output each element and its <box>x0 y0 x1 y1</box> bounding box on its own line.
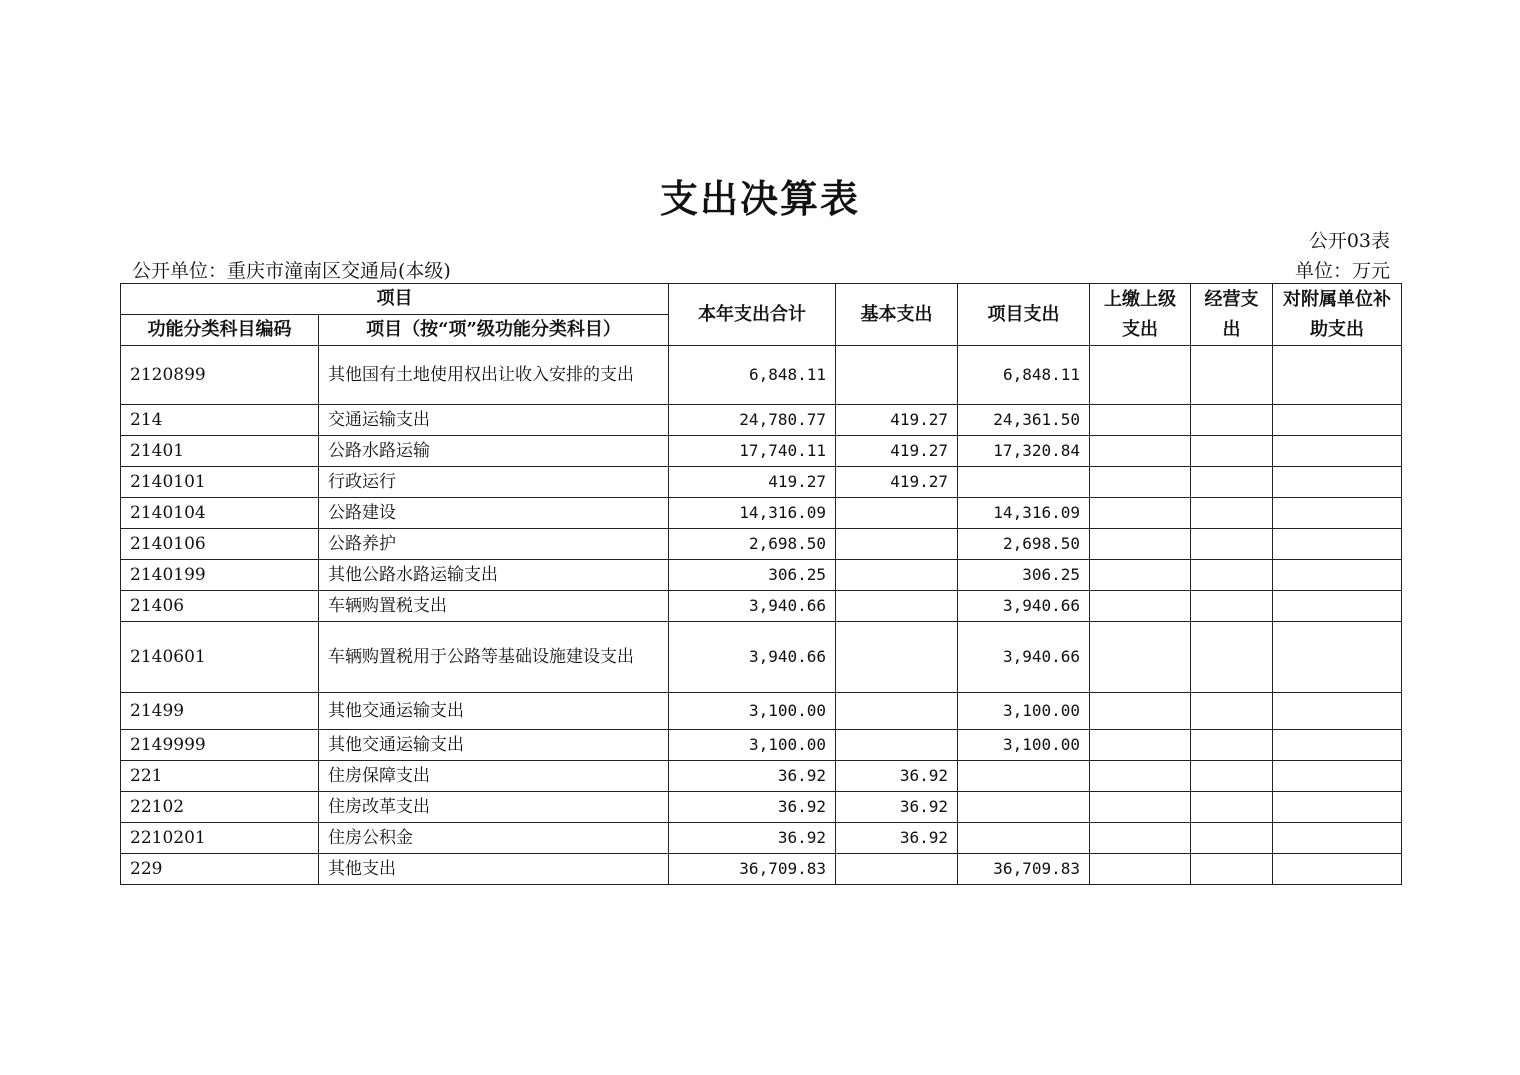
row-business <box>1191 467 1273 498</box>
row-code: 2149999 <box>121 730 319 761</box>
row-subsidy <box>1273 693 1402 730</box>
row-business <box>1191 529 1273 560</box>
row-subsidy <box>1273 467 1402 498</box>
row-business <box>1191 854 1273 885</box>
row-total: 36,709.83 <box>669 854 836 885</box>
row-upper <box>1090 591 1191 622</box>
row-upper <box>1090 436 1191 467</box>
table-body <box>121 346 1402 885</box>
row-code: 2140101 <box>121 467 319 498</box>
row-subsidy <box>1273 436 1402 467</box>
row-item-name: 住房公积金 <box>319 823 669 854</box>
row-basic <box>836 730 958 761</box>
row-upper <box>1090 346 1191 405</box>
row-total: 3,940.66 <box>669 591 836 622</box>
row-code: 214 <box>121 405 319 436</box>
row-upper <box>1090 467 1191 498</box>
row-item-name: 公路水路运输 <box>319 436 669 467</box>
table-row <box>121 405 1402 436</box>
row-total: 6,848.11 <box>669 346 836 405</box>
row-project: 3,940.66 <box>958 622 1090 693</box>
row-item-name: 其他交通运输支出 <box>319 693 669 730</box>
row-upper <box>1090 693 1191 730</box>
row-code: 221 <box>121 761 319 792</box>
row-subsidy <box>1273 346 1402 405</box>
table-row <box>121 823 1402 854</box>
table-number: 公开03表 <box>1308 230 1390 252</box>
row-upper <box>1090 792 1191 823</box>
row-basic <box>836 529 958 560</box>
row-code: 21499 <box>121 693 319 730</box>
row-subsidy <box>1273 854 1402 885</box>
row-upper <box>1090 761 1191 792</box>
row-basic: 36.92 <box>836 792 958 823</box>
table-row <box>121 467 1402 498</box>
row-business <box>1191 436 1273 467</box>
row-upper <box>1090 405 1191 436</box>
row-code: 21401 <box>121 436 319 467</box>
row-subsidy <box>1273 792 1402 823</box>
row-code: 2140106 <box>121 529 319 560</box>
row-code: 21406 <box>121 591 319 622</box>
row-basic <box>836 346 958 405</box>
row-upper <box>1090 730 1191 761</box>
row-item-name: 公路建设 <box>319 498 669 529</box>
row-project: 14,316.09 <box>958 498 1090 529</box>
row-basic <box>836 498 958 529</box>
row-project <box>958 467 1090 498</box>
row-total: 3,940.66 <box>669 622 836 693</box>
row-code: 2140199 <box>121 560 319 591</box>
row-upper <box>1090 560 1191 591</box>
row-subsidy <box>1273 730 1402 761</box>
row-upper <box>1090 823 1191 854</box>
table-row <box>121 730 1402 761</box>
row-subsidy <box>1273 405 1402 436</box>
row-business <box>1191 761 1273 792</box>
row-project: 3,100.00 <box>958 693 1090 730</box>
table-row <box>121 346 1402 405</box>
table-row <box>121 591 1402 622</box>
row-item-name: 其他公路水路运输支出 <box>319 560 669 591</box>
row-basic <box>836 854 958 885</box>
row-total: 306.25 <box>669 560 836 591</box>
row-upper <box>1090 529 1191 560</box>
row-basic: 419.27 <box>836 405 958 436</box>
row-project: 3,940.66 <box>958 591 1090 622</box>
row-business <box>1191 591 1273 622</box>
row-basic: 36.92 <box>836 823 958 854</box>
table-row <box>121 761 1402 792</box>
currency-unit: 单位：万元 <box>1294 260 1390 282</box>
row-item-name: 公路养护 <box>319 529 669 560</box>
table-row <box>121 560 1402 591</box>
row-project: 36,709.83 <box>958 854 1090 885</box>
table-row <box>121 693 1402 730</box>
row-project <box>958 792 1090 823</box>
table-row <box>121 854 1402 885</box>
row-item-name: 交通运输支出 <box>319 405 669 436</box>
row-total: 2,698.50 <box>669 529 836 560</box>
row-total: 3,100.00 <box>669 730 836 761</box>
row-subsidy <box>1273 591 1402 622</box>
row-item-name: 车辆购置税用于公路等基础设施建设支出 <box>319 622 669 693</box>
table-row <box>121 498 1402 529</box>
row-business <box>1191 405 1273 436</box>
row-code: 2140601 <box>121 622 319 693</box>
row-project: 6,848.11 <box>958 346 1090 405</box>
row-project <box>958 761 1090 792</box>
row-subsidy <box>1273 823 1402 854</box>
header-business: 经营支出 <box>1191 284 1273 346</box>
row-basic <box>836 560 958 591</box>
expenditure-table <box>120 283 1402 885</box>
row-item-name: 其他国有土地使用权出让收入安排的支出 <box>319 346 669 405</box>
row-subsidy <box>1273 622 1402 693</box>
row-basic: 36.92 <box>836 761 958 792</box>
header-project: 项目 <box>121 284 669 315</box>
row-item-name: 车辆购置税支出 <box>319 591 669 622</box>
row-code: 22102 <box>121 792 319 823</box>
header-item: 项目（按“项”级功能分类科目） <box>319 315 669 346</box>
row-total: 14,316.09 <box>669 498 836 529</box>
row-upper <box>1090 622 1191 693</box>
row-basic <box>836 693 958 730</box>
row-code: 2210201 <box>121 823 319 854</box>
row-subsidy <box>1273 498 1402 529</box>
header-row-1 <box>121 284 1402 315</box>
row-business <box>1191 792 1273 823</box>
table-row <box>121 436 1402 467</box>
table-row <box>121 529 1402 560</box>
row-basic <box>836 591 958 622</box>
row-project: 24,361.50 <box>958 405 1090 436</box>
row-total: 17,740.11 <box>669 436 836 467</box>
header-code: 功能分类科目编码 <box>121 315 319 346</box>
row-subsidy <box>1273 560 1402 591</box>
row-item-name: 其他交通运输支出 <box>319 730 669 761</box>
row-total: 419.27 <box>669 467 836 498</box>
row-code: 2140104 <box>121 498 319 529</box>
header-project-expenditure: 项目支出 <box>958 284 1090 346</box>
page-title: 支出决算表 <box>659 176 860 221</box>
row-project <box>958 823 1090 854</box>
row-business <box>1191 346 1273 405</box>
row-code: 229 <box>121 854 319 885</box>
row-code: 2120899 <box>121 346 319 405</box>
header-upper-payment: 上缴上级支出 <box>1090 284 1191 346</box>
reporting-unit: 公开单位：重庆市潼南区交通局(本级) <box>132 260 451 282</box>
row-item-name: 行政运行 <box>319 467 669 498</box>
row-project: 306.25 <box>958 560 1090 591</box>
row-total: 3,100.00 <box>669 693 836 730</box>
row-project: 17,320.84 <box>958 436 1090 467</box>
row-business <box>1191 730 1273 761</box>
row-subsidy <box>1273 529 1402 560</box>
table-row <box>121 622 1402 693</box>
row-subsidy <box>1273 761 1402 792</box>
row-project: 3,100.00 <box>958 730 1090 761</box>
header-subsidy: 对附属单位补助支出 <box>1273 284 1402 346</box>
row-business <box>1191 823 1273 854</box>
row-total: 36.92 <box>669 761 836 792</box>
row-item-name: 其他支出 <box>319 854 669 885</box>
row-business <box>1191 560 1273 591</box>
row-total: 24,780.77 <box>669 405 836 436</box>
row-basic <box>836 622 958 693</box>
header-basic: 基本支出 <box>836 284 958 346</box>
row-business <box>1191 498 1273 529</box>
row-total: 36.92 <box>669 792 836 823</box>
row-basic: 419.27 <box>836 467 958 498</box>
row-item-name: 住房保障支出 <box>319 761 669 792</box>
row-upper <box>1090 854 1191 885</box>
row-business <box>1191 693 1273 730</box>
row-project: 2,698.50 <box>958 529 1090 560</box>
row-total: 36.92 <box>669 823 836 854</box>
row-business <box>1191 622 1273 693</box>
header-total: 本年支出合计 <box>669 284 836 346</box>
row-upper <box>1090 498 1191 529</box>
row-item-name: 住房改革支出 <box>319 792 669 823</box>
row-basic: 419.27 <box>836 436 958 467</box>
table-row <box>121 792 1402 823</box>
